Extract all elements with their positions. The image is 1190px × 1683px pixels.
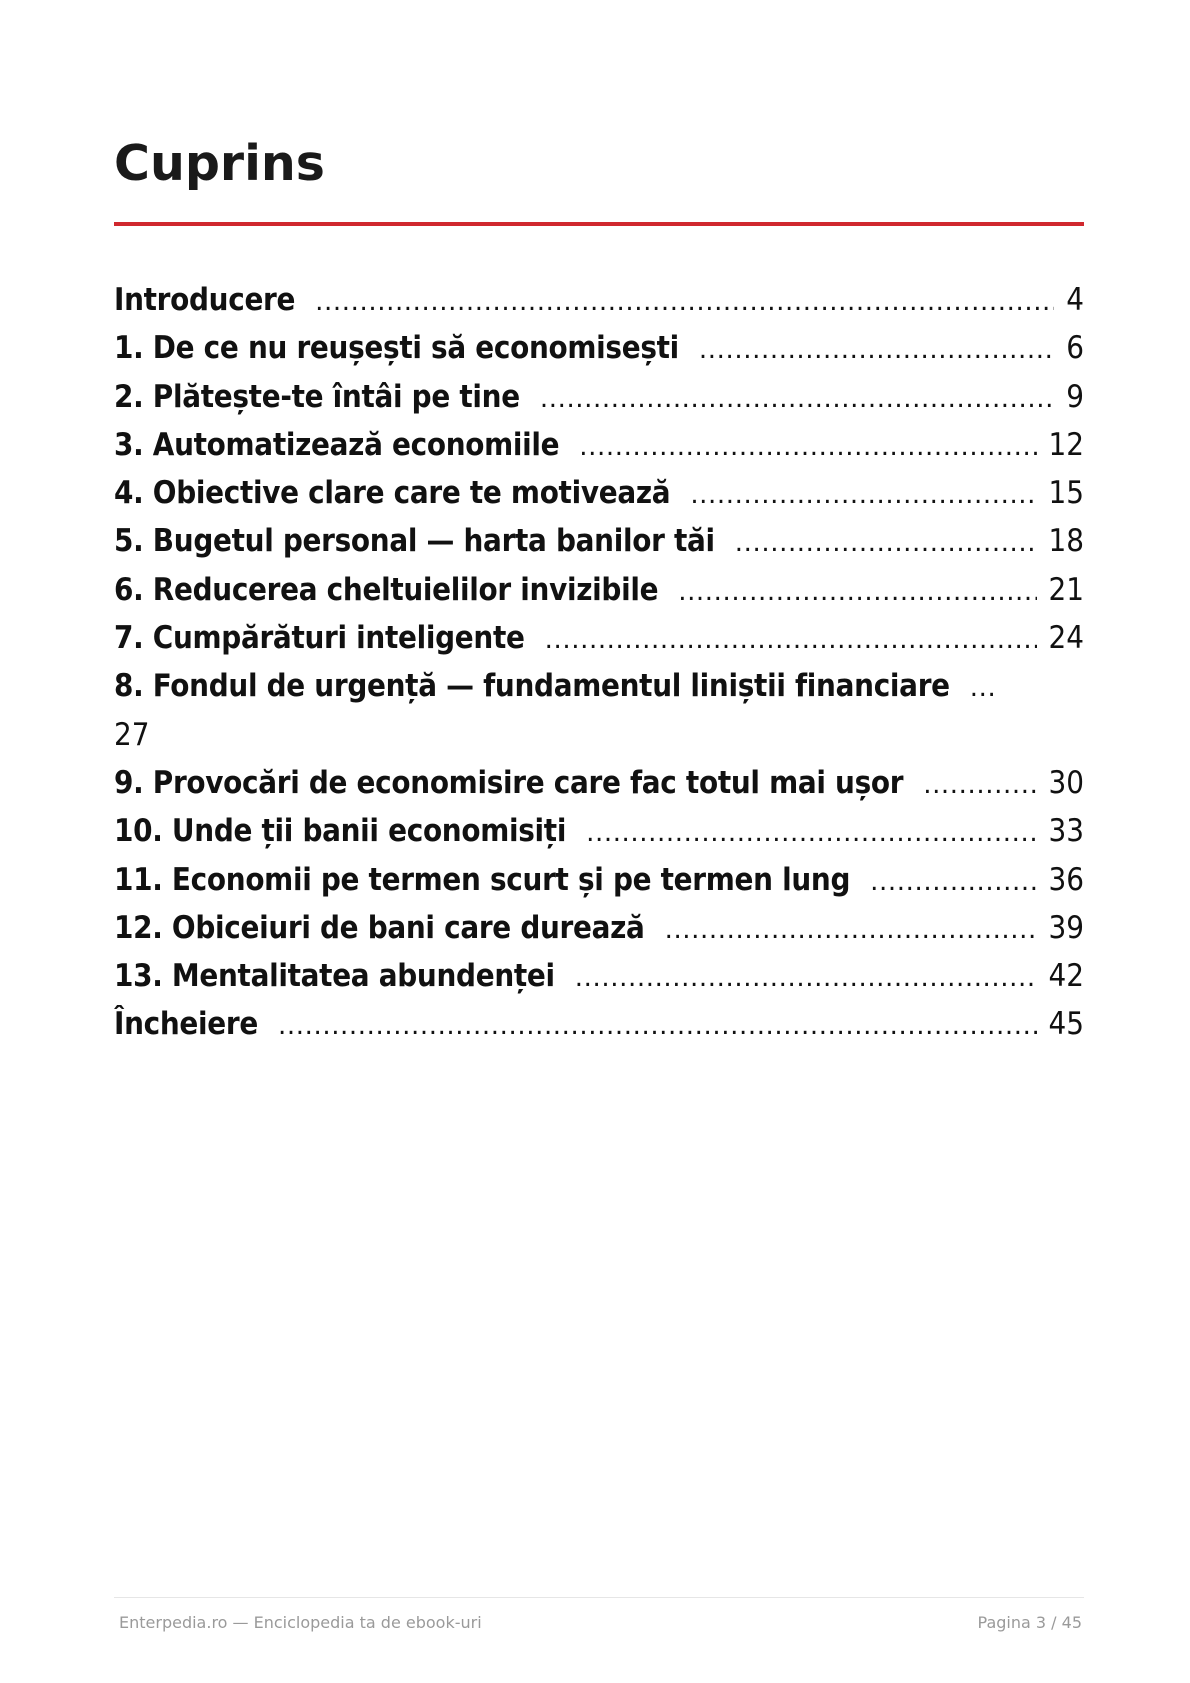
toc-entry-title: 8. Fondul de urgență — fundamentul liniștii financiare bbox=[114, 668, 950, 705]
toc-entry-introducere[interactable] bbox=[114, 276, 1084, 324]
toc-dot-leader: ... bbox=[969, 673, 997, 704]
toc-page-number: 21 bbox=[1048, 571, 1084, 608]
toc-entry-chapter-13[interactable] bbox=[114, 952, 1084, 1000]
toc-entry-title: 11. Economii pe termen scurt și pe termen lung bbox=[114, 861, 851, 898]
toc-entry-title: 4. Obiective clare care te motivează bbox=[114, 475, 671, 512]
toc-entry-chapter-1[interactable] bbox=[114, 324, 1084, 372]
toc-entry-title: 1. De ce nu reușești să economisești bbox=[114, 330, 679, 367]
toc-entry-chapter-10[interactable] bbox=[114, 807, 1084, 855]
page-title: Cuprins bbox=[114, 135, 325, 192]
toc-page-number: 27 bbox=[114, 716, 150, 753]
toc-page-number: 12 bbox=[1048, 426, 1084, 463]
toc-entry-title: Introducere bbox=[114, 282, 296, 318]
toc-entry-chapter-11[interactable] bbox=[114, 856, 1084, 904]
toc-page-number: 24 bbox=[1048, 620, 1084, 657]
toc-dot-leader bbox=[923, 761, 1036, 807]
toc-entry-chapter-7[interactable] bbox=[114, 614, 1084, 662]
toc-dot-leader bbox=[665, 906, 1037, 952]
toc-dot-leader bbox=[278, 1002, 1037, 1048]
toc-entry-chapter-8[interactable] bbox=[114, 662, 1084, 759]
toc-entry-title: Încheiere bbox=[114, 1006, 258, 1043]
toc-dot-leader bbox=[315, 278, 1054, 324]
toc-entry-chapter-6[interactable] bbox=[114, 566, 1084, 614]
toc-entry-title: 3. Automatizează economiile bbox=[114, 426, 560, 463]
toc-entry-chapter-5[interactable] bbox=[114, 517, 1084, 565]
toc-entry-title: 2. Plătește-te întâi pe tine bbox=[114, 378, 520, 415]
toc-page-number: 33 bbox=[1048, 813, 1084, 850]
toc-entry-incheiere[interactable] bbox=[114, 1000, 1084, 1048]
toc-entry-title: 5. Bugetul personal — harta banilor tăi bbox=[114, 523, 715, 560]
toc-dot-leader bbox=[699, 326, 1054, 372]
toc-entry-title: 6. Reducerea cheltuielilor invizibile bbox=[114, 571, 659, 608]
footer-site-name: Enterpedia.ro — Enciclopedia ta de ebook-uri bbox=[119, 1613, 482, 1632]
toc-dot-leader bbox=[545, 616, 1037, 662]
toc-page-number: 15 bbox=[1048, 475, 1084, 512]
toc-entry-chapter-2[interactable] bbox=[114, 373, 1084, 421]
toc-entry-title: 10. Unde ții banii economisiți bbox=[114, 813, 567, 850]
toc-entry-title: 9. Provocări de economisire care fac totul mai ușor bbox=[114, 764, 904, 801]
toc-entry-chapter-9[interactable] bbox=[114, 759, 1084, 807]
toc-dot-leader bbox=[575, 954, 1037, 1000]
footer-page-indicator: Pagina 3 / 45 bbox=[977, 1613, 1082, 1632]
toc-page-number: 30 bbox=[1048, 764, 1084, 801]
toc-page-number: 39 bbox=[1048, 909, 1084, 946]
toc-dot-leader bbox=[678, 568, 1036, 614]
toc-dot-leader bbox=[540, 375, 1054, 421]
toc-page-number: 9 bbox=[1066, 378, 1084, 415]
toc-entry-title: 12. Obiceiuri de bani care durează bbox=[114, 909, 645, 946]
toc-page-number: 6 bbox=[1066, 330, 1084, 367]
table-of-contents bbox=[114, 276, 1084, 1049]
toc-page-number: 18 bbox=[1048, 523, 1084, 560]
toc-entry-chapter-4[interactable] bbox=[114, 469, 1084, 517]
toc-dot-leader bbox=[735, 519, 1037, 565]
toc-page-number: 45 bbox=[1048, 1006, 1084, 1043]
toc-entry-title: 7. Cumpărături inteligente bbox=[114, 620, 525, 657]
toc-page-number: 42 bbox=[1048, 958, 1084, 995]
toc-entry-chapter-12[interactable] bbox=[114, 904, 1084, 952]
footer-divider bbox=[114, 1597, 1084, 1598]
toc-entry-title: 13. Mentalitatea abundenței bbox=[114, 958, 555, 995]
title-divider bbox=[114, 222, 1084, 226]
toc-dot-leader bbox=[579, 423, 1036, 469]
toc-page-number: 4 bbox=[1066, 282, 1084, 318]
toc-page-number: 36 bbox=[1048, 861, 1084, 898]
toc-dot-leader bbox=[586, 809, 1036, 855]
toc-entry-chapter-3[interactable] bbox=[114, 421, 1084, 469]
toc-dot-leader bbox=[690, 471, 1036, 517]
toc-dot-leader bbox=[870, 858, 1036, 904]
